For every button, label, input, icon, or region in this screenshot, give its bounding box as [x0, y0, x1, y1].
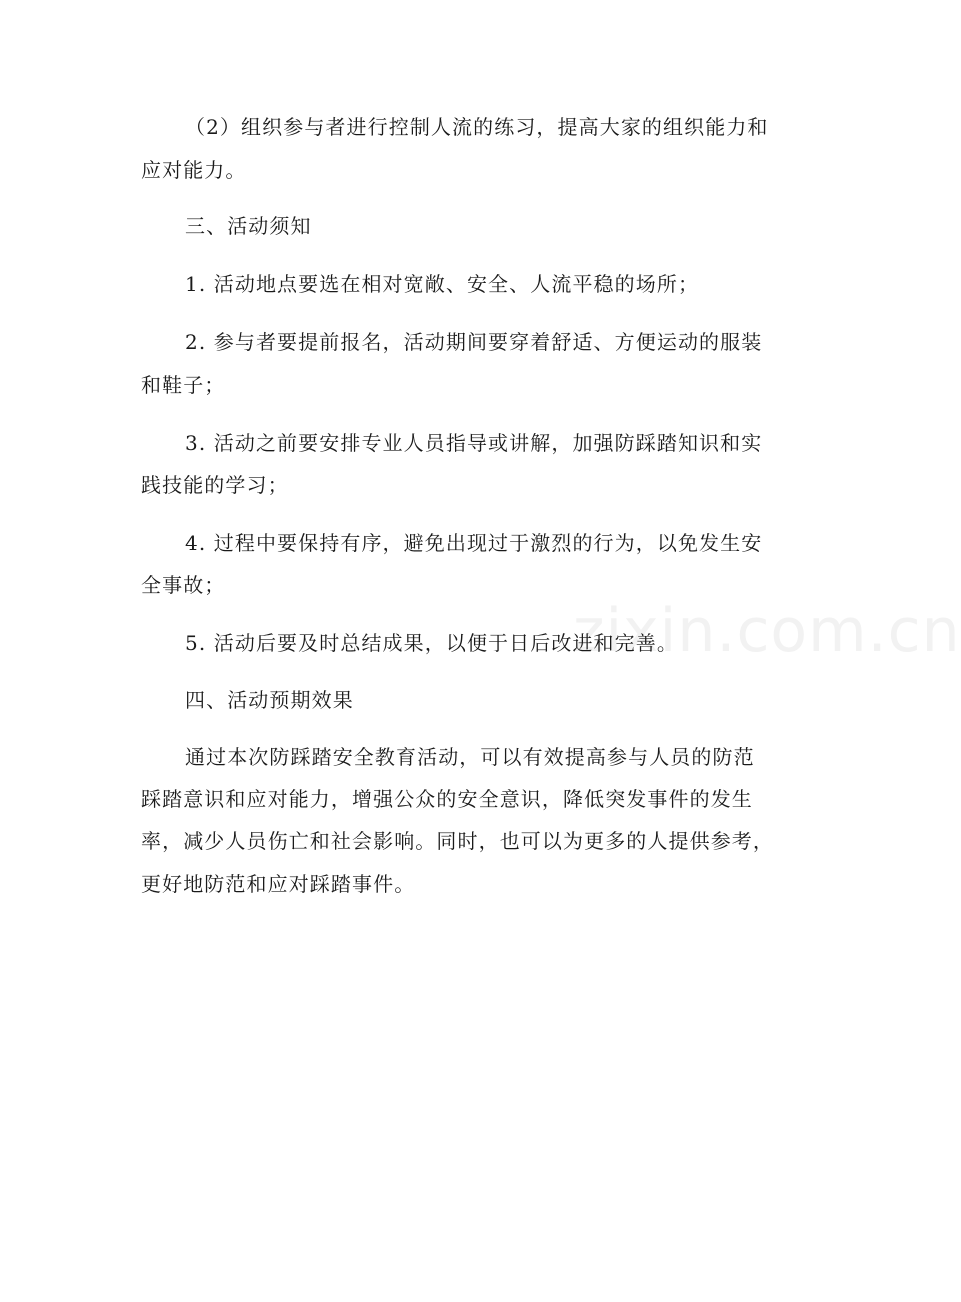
list-item: 4. 过程中要保持有序，避免出现过于激烈的行为，以免发生安 [185, 531, 763, 555]
section-heading: 三、活动须知 [185, 214, 312, 238]
watermark: zixin.com.cn [573, 596, 961, 666]
list-item: 3. 活动之前要安排专业人员指导或讲解，加强防踩踏知识和实 [185, 431, 763, 455]
paragraph-line: 更好地防范和应对踩踏事件。 [141, 872, 416, 896]
list-item-continuation: 践技能的学习； [141, 473, 289, 497]
paragraph-line: （2）组织参与者进行控制人流的练习，提高大家的组织能力和 [185, 115, 769, 139]
list-item-continuation: 全事故； [141, 573, 226, 597]
list-item: 1. 活动地点要选在相对宽敞、安全、人流平稳的场所； [185, 272, 700, 296]
section-heading: 四、活动预期效果 [185, 688, 354, 712]
list-item: 5. 活动后要及时总结成果，以便于日后改进和完善。 [185, 631, 678, 655]
paragraph-line: 通过本次防踩踏安全教育活动，可以有效提高参与人员的防范 [185, 745, 755, 769]
paragraph-line: 踩踏意识和应对能力，增强公众的安全意识，降低突发事件的发生 [141, 787, 753, 811]
list-item-continuation: 和鞋子； [141, 373, 226, 397]
paragraph-line: 率，减少人员伤亡和社会影响。同时，也可以为更多的人提供参考， [141, 829, 774, 853]
list-item: 2. 参与者要提前报名，活动期间要穿着舒适、方便运动的服装 [185, 330, 763, 354]
paragraph-line: 应对能力。 [141, 158, 247, 182]
